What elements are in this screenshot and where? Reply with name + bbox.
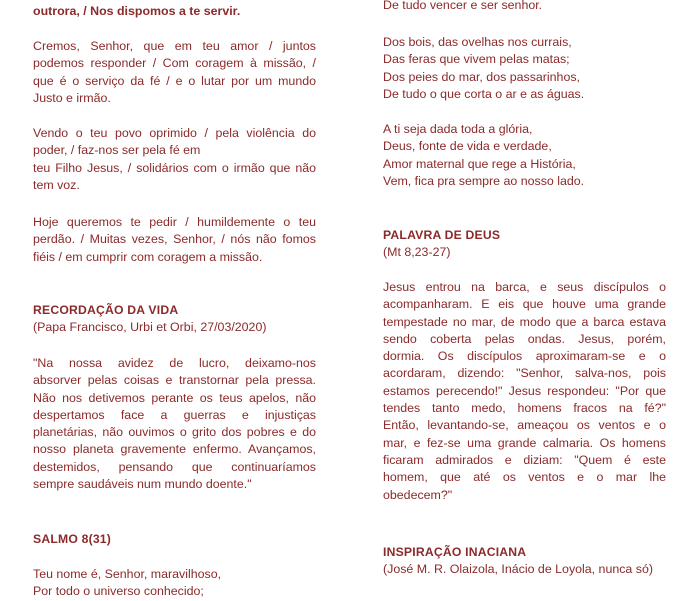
text-line: poder, / faz-nos ser pela fé em [33, 143, 201, 158]
text-line: despertamos face a guerras e injustiças [33, 407, 316, 422]
text-line: estamos perecendo!" Jesus respondeu: "Por que [383, 383, 666, 398]
text-line: Amor maternal que rege a História, [383, 156, 576, 171]
inspiracao-heading: INSPIRAÇÃO INACIANA [383, 545, 527, 559]
recordacao-heading: RECORDAÇÃO DA VIDA [33, 303, 179, 317]
text-line: homem, que até os ventos e o mar lhe [383, 470, 666, 485]
text-line: nosso planeta gravemente enfermo. Avançamos, [33, 442, 316, 457]
text-line: Cremos, Senhor, que em teu amor / juntos [33, 39, 316, 53]
salmo-stanza-2 [383, 121, 666, 190]
text-line: absorver pelas coisas e transtornar pela pressa. [33, 373, 316, 388]
recordacao-quote [33, 355, 316, 493]
prayer-paragraph-1 [33, 38, 316, 107]
text-line: tem voz. [33, 177, 80, 192]
inspiracao-source: (José M. R. Olaizola, Inácio de Loyola, nunca só) [383, 562, 653, 576]
palavra-reference: (Mt 8,23-27) [383, 245, 451, 259]
salmo-stanza-1 [383, 34, 666, 103]
palavra-text [383, 279, 666, 504]
text-line: destemidos, pensando que continuaríamos [33, 459, 316, 474]
text-line: tempestade no mar, de modo que a barca estava [383, 314, 666, 329]
text-line: Dos bois, das ovelhas nos currais, [383, 35, 572, 49]
text-line: obedecem?" [383, 487, 453, 502]
text-line: "Na nossa avidez de lucro, deixamo-nos [33, 356, 316, 370]
text-line: Hoje queremos te pedir / humildemente o teu [33, 215, 316, 229]
text-line: sempre saudáveis num mundo doente." [33, 477, 252, 492]
text-line: mar, e fez-se uma grande calmaria. Os homens [383, 435, 666, 450]
text-line: planetárias, não ouvimos o grito dos pobres e do [33, 425, 316, 440]
text-line: perdão. / Muitas vezes, Senhor, / nós não fomos [33, 232, 316, 247]
text-line: dormia. Os discípulos aproximaram-se e o [383, 349, 666, 364]
text-line: Das feras que vivem pelas matas; [383, 52, 570, 67]
palavra-heading: PALAVRA DE DEUS [383, 228, 501, 242]
text-line: De tudo o que corta o ar e as águas. [383, 86, 585, 101]
prayer-paragraph-3 [33, 214, 316, 266]
text-line: Então, levantando-se, ameaçou os ventos e o [383, 418, 666, 433]
text-line: A ti seja dada toda a glória, [383, 122, 533, 136]
text-line: Justo e irmão. [33, 90, 111, 105]
salmo-lines [33, 566, 316, 601]
text-line: que é o serviço da fé / e o lutar por um mundo [33, 73, 316, 88]
text-line: teu Filho Jesus, / solidários com o irmão que não [33, 160, 316, 175]
text-line: tendes tanto medo, homens fracos na fé?" [383, 401, 666, 416]
text-line: Não nos detivemos perante os teus apelos, não [33, 390, 316, 405]
text-line: fiéis / em cumprir com coragem a missão. [33, 249, 263, 264]
intro-prayer-end [33, 3, 316, 20]
intro-line: outrora, / Nos dispomos a te servir. [33, 4, 241, 18]
salmo-heading: SALMO 8(31) [33, 532, 112, 546]
text-line: podemos responder / Com coragem à missão, / [33, 56, 316, 71]
text-line: Teu nome é, Senhor, maravilhoso, [33, 567, 222, 581]
text-line: Dos peies do mar, dos passarinhos, [383, 69, 580, 84]
salmo-continuation [383, 0, 666, 14]
text-line: De tudo vencer e ser senhor. [383, 0, 543, 12]
text-line: Vendo o teu povo oprimido / pela violência do [33, 126, 316, 140]
text-line: acompanharam. E eis que houve uma grande [383, 297, 666, 312]
text-line: Jesus entrou na barca, e seus discípulos o [383, 280, 666, 294]
text-line: ficaram admirados e diziam: "Quem é este [383, 452, 666, 467]
recordacao-source: (Papa Francisco, Urbi et Orbi, 27/03/2020) [33, 320, 267, 334]
text-line: acordaram, dizendo: "Senhor, salva-nos, pois [383, 366, 666, 381]
text-line: Por todo o universo conhecido; [33, 584, 204, 599]
text-line: sendo coberta pelas ondas. Jesus, porém, [383, 331, 666, 346]
prayer-paragraph-2 [33, 125, 316, 194]
text-line: Deus, fonte de vida e verdade, [383, 139, 552, 154]
text-line: Vem, fica pra sempre ao nosso lado. [383, 173, 585, 188]
